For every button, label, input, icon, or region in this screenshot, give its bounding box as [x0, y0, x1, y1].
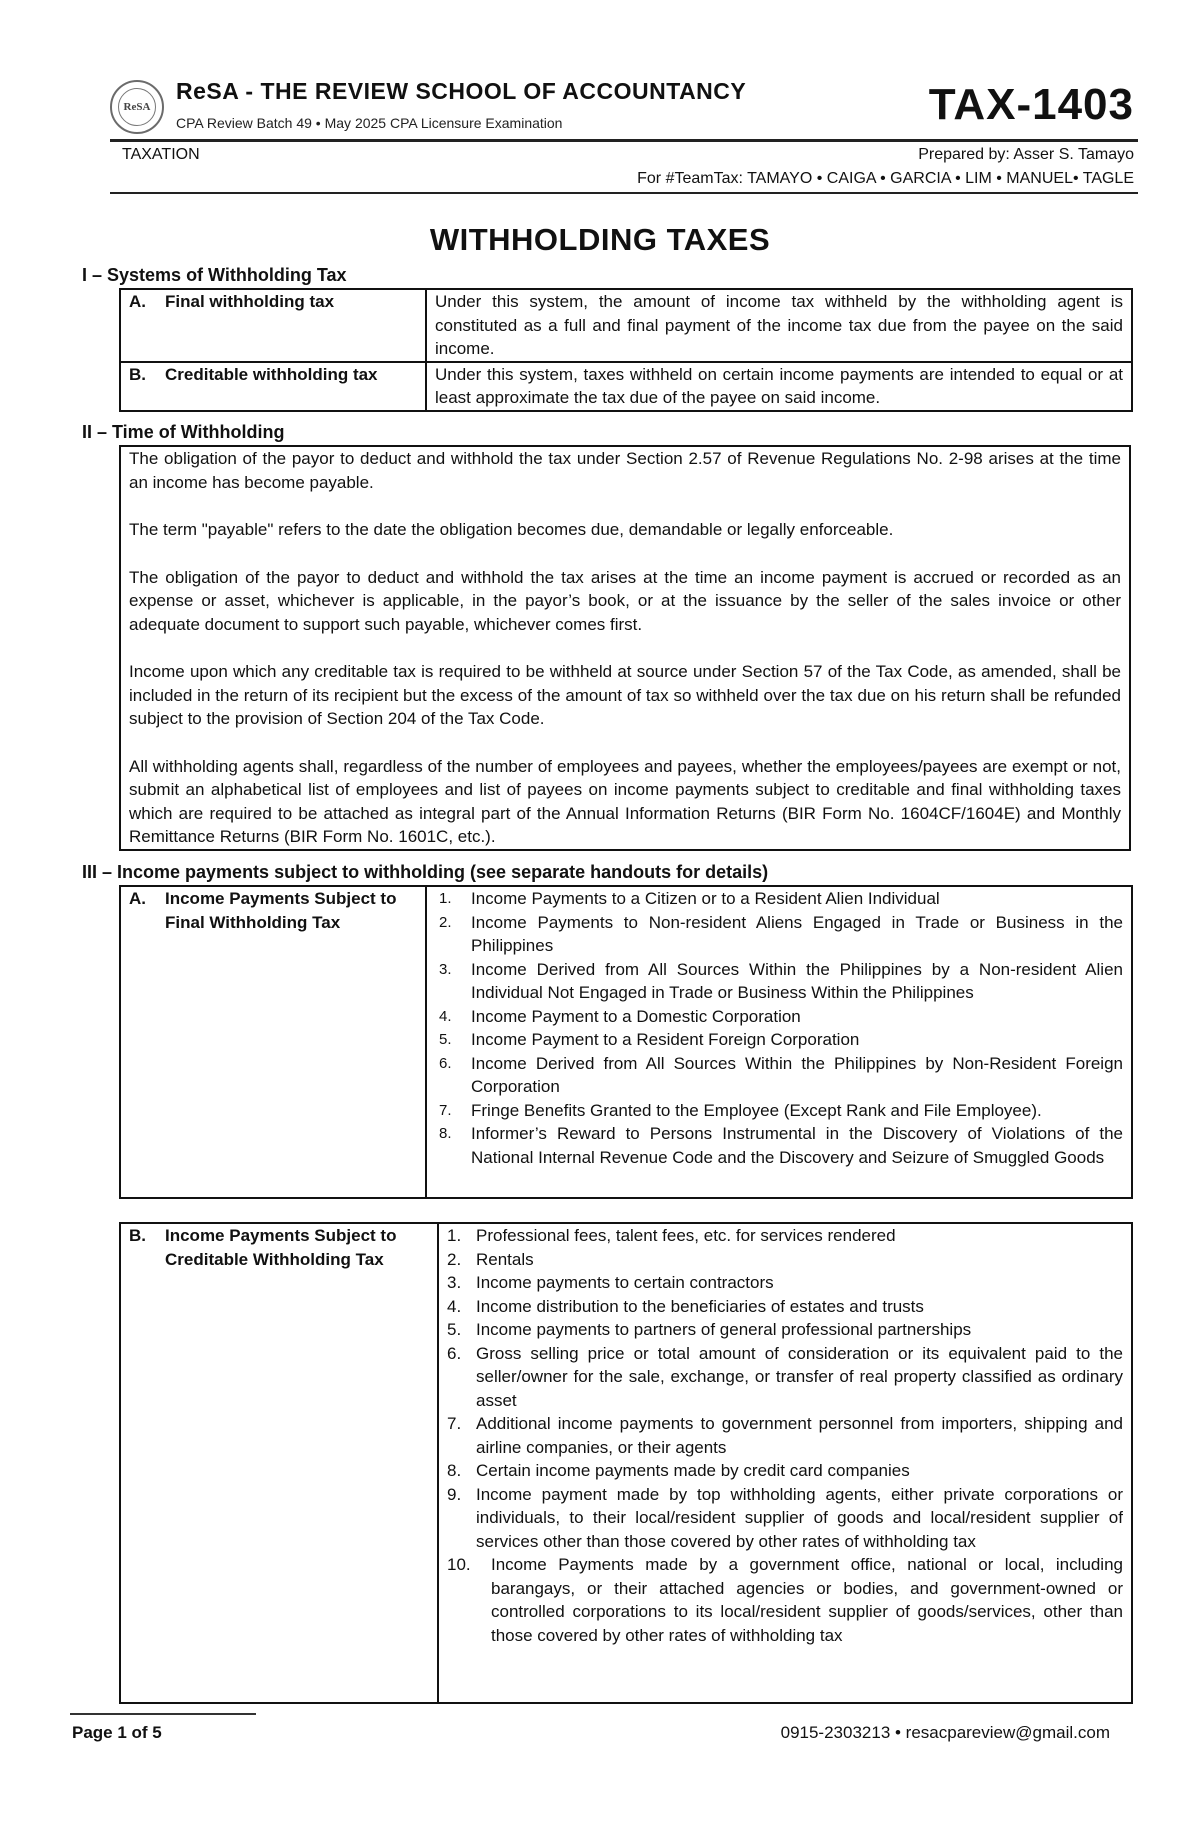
list-item: 2. Income Payments to Non-resident Aliens Engaged in Trade or Business in the Philippines — [439, 912, 1123, 955]
row-label: Final withholding tax — [165, 292, 335, 311]
system-description: Under this system, taxes withheld on certain income payments are intended to equal or at least approximate the tax due of the payee on said income. — [426, 362, 1132, 411]
list-item: 7. Additional income payments to government personnel from importers, shipping and airline companies, or their agents — [447, 1414, 1123, 1457]
paragraph: All withholding agents shall, regardless of the number of employees and payees, whether the employees/payees are exempt or not, submit an alphabetical list of employees and list of payees on income payments subject to creditable and final withholding taxes which are required to be attached as integral part of the Annual Information Returns (BIR Form No. 1604CF/1604E) and Monthly Remittance Returns (BIR Form No. 1601C, etc.). — [129, 756, 1121, 846]
list-item: 9. Income payment made by top withholding agents, either private corporations or individuals, to their local/resident supplier of goods and local/resident supplier of services other than those covered by other rates of withholding tax — [447, 1484, 1123, 1551]
category-label-cell — [120, 886, 426, 1198]
header-divider — [110, 139, 1138, 142]
list-item: 4. Income distribution to the beneficiaries of estates and trusts — [447, 1296, 924, 1316]
subject-label: TAXATION — [122, 146, 200, 163]
prepared-by: Prepared by: Asser S. Tamayo — [918, 146, 1134, 163]
list-item: 2. Rentals — [447, 1249, 534, 1269]
logo-text: ReSA — [118, 88, 156, 126]
page-title: WITHHOLDING TAXES — [429, 222, 771, 257]
list-item: 3. Income Derived from All Sources Within the Philippines by a Non-resident Alien Individual Not Engaged in Trade or Business Within the Philippines — [439, 959, 1123, 1002]
list-item: 7. Fringe Benefits Granted to the Employee (Except Rank and File Employee). — [439, 1100, 1042, 1120]
row-letter: A. — [129, 889, 146, 908]
list-item: 6. Income Derived from All Sources Within the Philippines by Non-Resident Foreign Corporation — [439, 1053, 1123, 1096]
row-label: Income Payments Subject to Final Withholding Tax — [165, 889, 397, 932]
table-row — [120, 289, 1132, 362]
section-1-heading: I – Systems of Withholding Tax — [82, 265, 347, 285]
team-list: For #TeamTax: TAMAYO • CAIGA • GARCIA • LIM • MANUEL• TAGLE — [637, 170, 1134, 187]
section-2-heading: II – Time of Withholding — [82, 422, 285, 442]
list-item: 1. Professional fees, talent fees, etc. for services rendered — [447, 1226, 896, 1245]
section-3-heading: III – Income payments subject to withholding (see separate handouts for details) — [82, 862, 769, 882]
category-items-cell — [438, 1223, 1132, 1703]
batch-info: CPA Review Batch 49 • May 2025 CPA Licensure Examination — [176, 115, 563, 131]
school-name: ReSA - THE REVIEW SCHOOL OF ACCOUNTANCY — [176, 78, 747, 104]
final-items-list — [435, 887, 1123, 1169]
creditable-items-list — [447, 1224, 1123, 1647]
time-of-withholding-box — [119, 445, 1131, 851]
row-letter: A. — [129, 292, 146, 311]
system-label-cell — [120, 362, 426, 411]
footer-divider — [70, 1713, 256, 1715]
list-item: 1. Income Payments to a Citizen or to a Resident Alien Individual — [439, 889, 940, 908]
table-row — [120, 362, 1132, 411]
paragraph: The obligation of the payor to deduct and withhold the tax arises at the time an income payment is accrued or recorded as an expense or asset, whichever is applicable, in the payor’s book, or at the issuance by the seller of the sales invoice or other adequate document to support such payable, whichever comes first. — [129, 567, 1121, 634]
list-item: 4. Income Payment to a Domestic Corporation — [439, 1006, 801, 1026]
row-label: Creditable withholding tax — [165, 364, 378, 384]
paragraph: The term "payable" refers to the date the obligation becomes due, demandable or legally enforceable. — [129, 520, 894, 539]
systems-table — [119, 288, 1133, 412]
list-item: 6. Gross selling price or total amount of consideration or its equivalent paid to the seller/owner for the sale, exchange, or transfer of real property classified as ordinary asset — [447, 1343, 1123, 1410]
list-item: 8. Certain income payments made by credit card companies — [447, 1461, 910, 1480]
category-label-cell — [120, 1223, 438, 1703]
list-item: 5. Income Payment to a Resident Foreign Corporation — [439, 1030, 860, 1049]
final-withholding-table — [119, 885, 1133, 1199]
resa-logo-icon — [110, 80, 164, 134]
system-label-cell — [120, 289, 426, 362]
category-items-cell — [426, 886, 1132, 1198]
paragraph: Income upon which any creditable tax is required to be withheld at source under Section 57 of the Tax Code, as amended, shall be included in the return of its recipient but the excess of the amount of tax so withheld over the tax due on his return shall be refunded subject to the provision of Section 204 of the Tax Code. — [129, 662, 1121, 728]
row-letter: B. — [129, 364, 146, 384]
header-divider-bottom — [110, 192, 1138, 194]
contact-info: 0915-2303213 • resacpareview@gmail.com — [780, 1723, 1110, 1742]
row-letter: B. — [129, 1226, 146, 1245]
paragraph: The obligation of the payor to deduct and withhold the tax under Section 2.57 of Revenue Regulations No. 2-98 arises at the time an income has become payable. — [129, 449, 1121, 492]
list-item: 3. Income payments to certain contractors — [447, 1273, 774, 1292]
page-number: Page 1 of 5 — [72, 1723, 162, 1742]
handout-code: TAX-1403 — [928, 80, 1134, 129]
table-row — [120, 1223, 1132, 1703]
list-item: 10. Income Payments made by a government office, national or local, including barangays, or their attached agencies or bodies, and government-owned or controlled corporations to its local/resident supplier of goods/services, other than those covered by other rates of withholding tax — [447, 1555, 1123, 1645]
table-row — [120, 886, 1132, 1198]
list-item: 5. Income payments to partners of general professional partnerships — [447, 1320, 972, 1339]
system-description: Under this system, the amount of income tax withheld by the withholding agent is constituted as a full and final payment of the income tax due from the payee on the said income. — [426, 289, 1132, 362]
row-label: Income Payments Subject to Creditable Withholding Tax — [165, 1226, 397, 1269]
list-item: 8. Informer’s Reward to Persons Instrumental in the Discovery of Violations of the National Internal Revenue Code and the Discovery and Seizure of Smuggled Goods — [439, 1124, 1123, 1167]
creditable-withholding-table — [119, 1222, 1133, 1704]
